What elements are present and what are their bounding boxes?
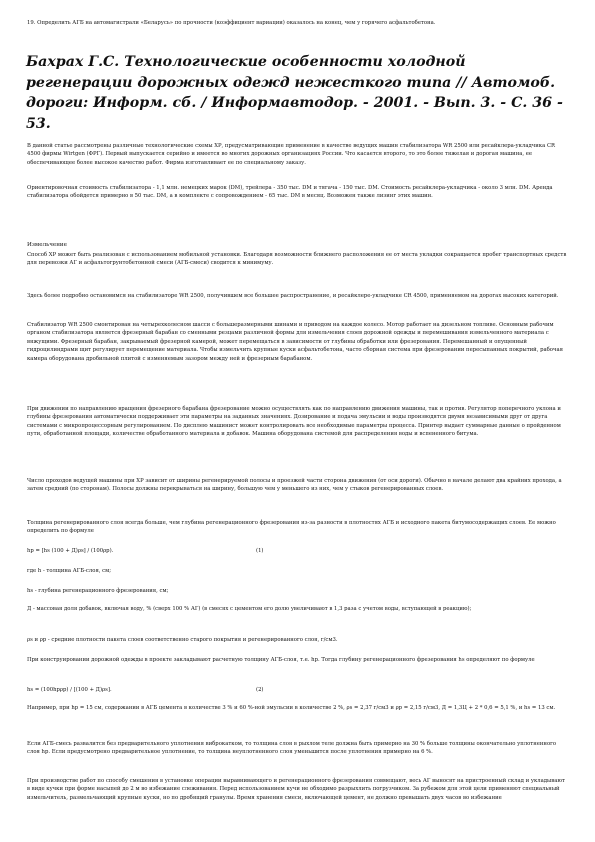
paragraph-wr2500: Здесь более подробно остановимся на стабилизаторе WR 2500, получившем все большее распространение, и ресайклере-укладчике CR 4500, применяемом на дорогах высоких категорий. [27, 293, 559, 299]
definition-hs: hs - глубина регенерационного фрезерования, см; [27, 588, 169, 594]
paragraph-stabilizer: Стабилизатор WR 2500 смонтирован на четырехколесном шасси с большеразмерными шинами и приводом на каждое колесо. Мотор работает на дизельном топливе. Основным рабочим органом стабилизатора является фрезерный барабан со сменными резцами различной формы для измельчения слоев дорожной одежды и перемешивания измельченного материала с вяжущими. Фрезерный барабан, закрываемый фрезерной камерой, может перемещаться в зависимости от глубины обработки или фрезерования. Перемешанный и опущенный гидроцилиндрами щит регулирует перемещение материала. Чтобы измельчить крупные куски асфальтобетона, часто сборная система при фрезеровании пересыпанных покрытий, рабочая камера оборудована дробильной плитой с изменяемым зазором между ней и фрезерным барабаном. [27, 322, 563, 362]
definition-rho: ρs и ρр - средние плотности пакета слоев соответственно старого покрытия и регенерированного слоя, г/см3. [27, 637, 338, 643]
paragraph-intro: В данной статье рассмотрены различные технологические схемы ХР, предусматривающие применение в качестве ведущих машин стабилизатора WR 2500 или ресайклера-укладчика CR 4500 фирмы Wirtgen (ФРГ). Первый выпускается серийно и имеется во многих дорожных организациях России. Что касается второго, то это более тяжелая и дорогая машина, ее обеспечивающее более высокое качество работ. Фирма изготавливает ее по специальному заказу. [27, 143, 555, 166]
paragraph-milling: При движении по направлению вращения фрезерного барабана фрезерование можно осуществлять как по направлению движения машины, так и против. Регулятор поперечного уклона и глубины фрезерования автоматически поддерживает эти параметры на заданных значениях. Дозирование и подача эмульсии и воды производятся двумя независимыми друг от друга системами с микропроцессорным регулированием. По дисплею машинист может контролировать все необходимые параметры процесса. Принтер выдает суммарные данные о пройденном пути, обработанной площади, количестве обработанного материала и добавок. Машина оборудована системой для распределения воды и вспененного битума. [27, 406, 561, 438]
formula-2 [27, 686, 569, 695]
top-note: 19. Определить АГБ на автомагистрали «Беларусь» по прочности (коэффициент вариации) оказалось на конец, чем у горячего асфальтобетона. [27, 20, 436, 26]
definition-d: Д - массовая доля добавок, включая воду, % (сверх 100 % АГ) (в смесях с цементом его долю увеличивают в 1,3 раза с учетом воды, вступающей в реакцию); [27, 606, 472, 612]
paragraph-mobile: Способ ХР может быть реализован с использованием мобильной установки. Благодаря возможности ближнего расположения ее от места укладки сокращается пробег транспортных средств для перевозки АГ и асфальтогрунтобетонной смеси (АГБ-смеси) сводится к минимуму. [27, 252, 567, 267]
document-title: Бахрах Г.С. Технологические особенности холодной регенерации дорожных одежд нежесткого типа // Автомоб. дороги: Информ. сб. / Информавтодор. - 2001. - Вып. 3. - С. 36 - 53. [26, 54, 563, 132]
formula-1 [27, 547, 569, 556]
paragraph-storage: При производстве работ по способу смешения в установке операции выравнивающего и регенерационного фрезерования совмещают, весь АГ выносят на пристроенный склад и укладывают в виде кучки при форме насыпей до 2 м во избежание слеживания. Перед использованием кучи не обходимо разрыхлить погрузчиком. За рубежом для этой цели применяют специальный измельчитель, размельчающий крупные куски, но по дробящий гранулы. Время хранения смеси, включающей цемент, не должно превышать двух часов во избежание [27, 778, 565, 801]
formula-2-number: (2) [256, 687, 264, 693]
paragraph-thickness: Толщина регенерированного слоя всегда больше, чем глубина регенерационного фрезерования из-за разности в плотностях АГБ и исходного пакета битумосодержащих слоев. Ее можно определить по формуле [27, 520, 556, 535]
definition-h: где h - толщина АГБ-слоя, см; [27, 568, 112, 574]
formula-2-text: hs = (100hрρр) / [(100 + Д)ρs]. [27, 687, 112, 693]
formula-1-number: (1) [256, 548, 264, 554]
formula-1-text: hр = [hs (100 + Д)ρs] / (100ρр). [27, 548, 114, 554]
paragraph-cost: Ориентировочная стоимость стабилизатора - 1,1 млн. немецких марок (DM), трейлера - 350 тыс. DM и тягача - 150 тыс. DM. Стоимость ресайклера-укладчика - около 3 млн. DM. Аренда стабилизатора обойдется примерно в 50 тыс. DM, а в комплекте с сопровождением - 65 тыс. DM в месяц. Возможен также лизинг этих машин. [27, 185, 553, 200]
paragraph-compaction: Если АГБ-смесь развалится без предварительного уплотнения виброкатком, то толщина слоя в рыхлом теле должна быть примерно на 30 % больше толщины окончательно уплотненного слоя hp. Если предусмотрено предварительное уплотнение, то толщина неуплотненного слоя уменьшится после уплотнения примерно на 6 %. [27, 741, 557, 756]
paragraph-design: При конструировании дорожной одежды в проекте закладывают расчетную толщину АГБ-слоя, т.е. hр. Тогда глубину регенерационного фрезерования hs определяют по формуле [27, 657, 535, 663]
paragraph-example: Например, при hp = 15 см, содержании в АГБ цемента в количестве 3 % и 60 %-ной эмульсии в количестве 2 %, ρs = 2,37 г/см3 и ρр = 2,15 г/см3, Д = 1,3Ц + 2 * 0,6 = 5,1 %, и hs = 13 см. [27, 705, 556, 711]
subheading-izmelchenie: Измельчение [27, 242, 67, 248]
paragraph-passes: Число проходов ведущей машины при ХР зависит от ширины регенерируемой полосы и проезжей части сторона движения (от оси дороги). Обычно в начале делают два крайних прохода, а затем средний (по сторонам). Полосы должны перекрываться на ширину, большую чем у меньшего из них, чем у стыков регенерированных слоев. [27, 478, 562, 493]
